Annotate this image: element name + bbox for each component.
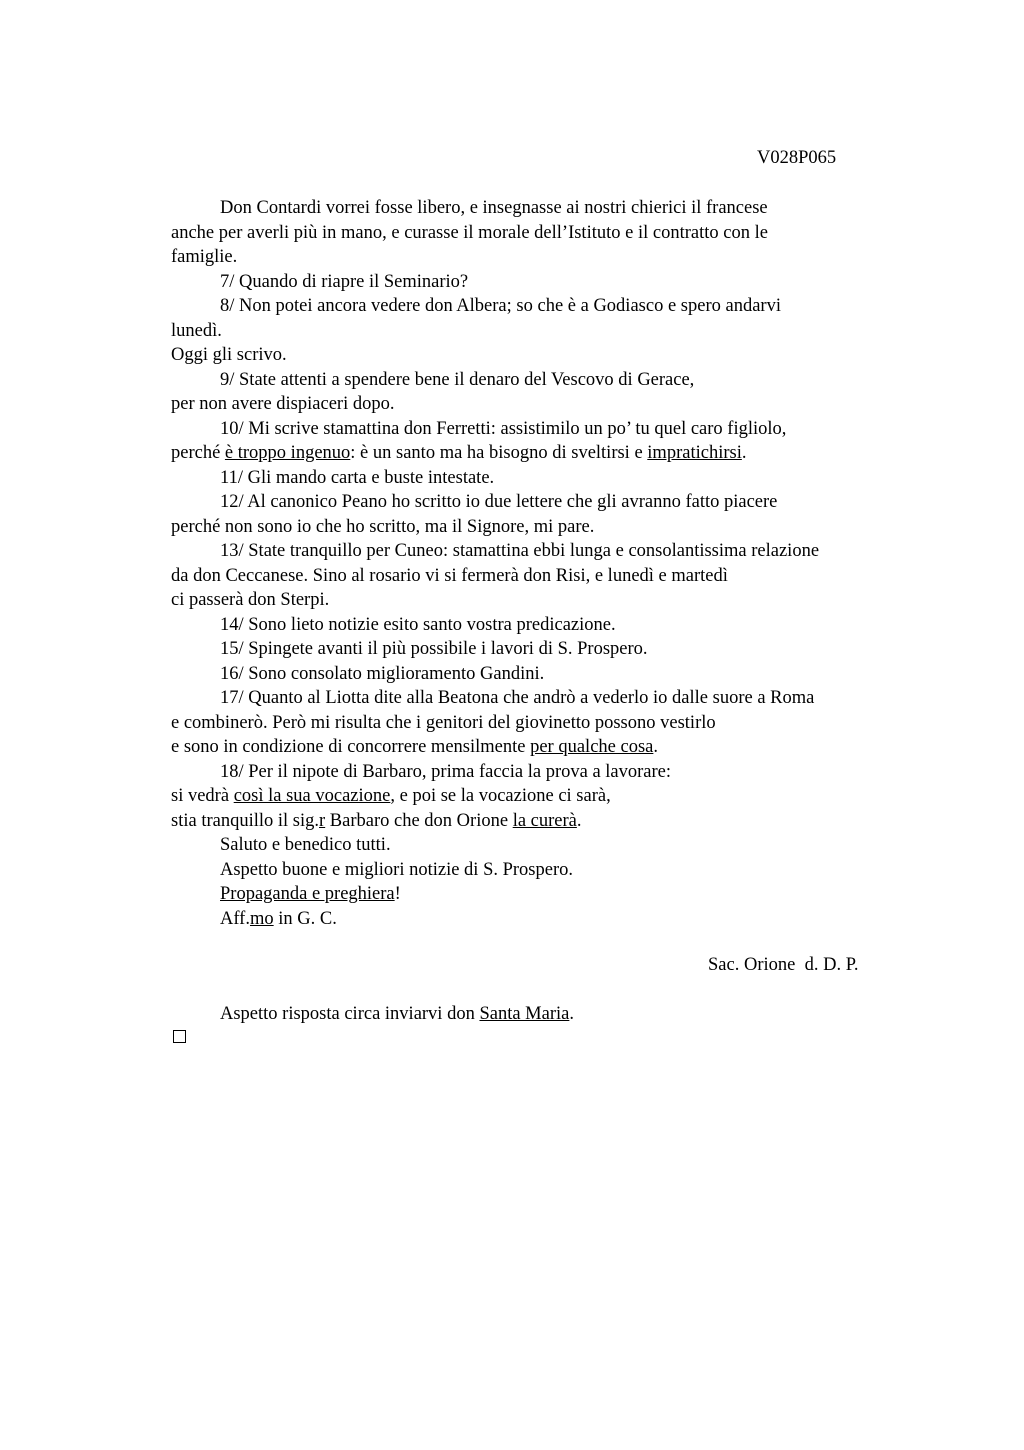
text-line: e combinerò. Però mi risulta che i genitori del giovinetto possono vestirlo (171, 712, 716, 733)
underlined-text: r (319, 810, 326, 831)
numbered-point: 18/ Per il nipote di Barbaro, prima faccia la prova a lavorare: (220, 761, 672, 782)
text-line: famiglie. (171, 247, 238, 267)
text-line: lunedì. (171, 320, 222, 341)
text-span: Aspetto risposta circa inviarvi don (220, 1004, 480, 1024)
end-of-document-box-icon (173, 1030, 186, 1043)
numbered-point: 15/ Spingete avanti il più possibile i lavori di S. Prospero. (220, 639, 648, 659)
text-span: in G. C. (273, 908, 337, 929)
text-span: . (741, 443, 747, 463)
text-line: per non avere dispiaceri dopo. (171, 394, 395, 414)
letter-body (171, 196, 911, 931)
text-line (171, 735, 911, 760)
text-line: Don Contardi vorrei fosse libero, e insegnasse ai nostri chierici il francese (220, 198, 768, 218)
closing-line (171, 882, 911, 907)
numbered-point: 17/ Quanto al Liotta dite alla Beatona che andrò a vederlo io dalle suore a Roma (220, 688, 815, 708)
numbered-point: 8/ Non potei ancora vedere don Albera; so che è a Godiasco e spero andarvi (220, 296, 781, 316)
numbered-point: 7/ Quando di riapre il Seminario? (220, 271, 469, 292)
numbered-point: 11/ Gli mando carta e buste intestate. (220, 467, 495, 488)
underlined-text: la curerà (512, 810, 577, 831)
underlined-text: mo (249, 908, 274, 929)
text-span: . (653, 737, 658, 757)
underlined-text: così la sua vocazione (233, 786, 391, 806)
closing-line: Aspetto buone e migliori notizie di S. Prospero. (220, 859, 573, 880)
text-line (171, 441, 911, 466)
text-line: perché non sono io che ho scritto, ma il Signore, mi pare. (171, 516, 595, 537)
page-id: V028P065 (757, 148, 837, 168)
text-span: . (569, 1004, 574, 1024)
text-line: ci passerà don Sterpi. (171, 590, 330, 610)
text-span: e sono in condizione di concorrere mensilmente (171, 737, 531, 757)
numbered-point: 13/ State tranquillo per Cuneo: stamattina ebbi lunga e consolantissima relazione (220, 541, 820, 561)
text-line (171, 784, 911, 809)
numbered-point: 10/ Mi scrive stamattina don Ferretti: assistimilo un po’ tu quel caro figliolo, (220, 418, 787, 439)
text-span: . (576, 810, 582, 831)
text-span: ! (394, 884, 401, 904)
text-line (171, 809, 911, 834)
underlined-text: Propaganda e preghiera (220, 884, 395, 904)
text-span: Aff. (220, 908, 250, 929)
signature: Sac. Orione d. D. P. (708, 955, 859, 975)
underlined-text: impratichirsi (647, 443, 742, 463)
text-span: si vedrà (171, 786, 234, 806)
closing-line (171, 907, 911, 932)
numbered-point: 16/ Sono consolato miglioramento Gandini. (220, 663, 545, 684)
text-span: perché (171, 443, 225, 463)
text-line: Oggi gli scrivo. (171, 345, 287, 365)
closing-line: Saluto e benedico tutti. (220, 835, 391, 855)
text-line: anche per averli più in mano, e curasse il morale dell’Istituto e il contratto con le (171, 222, 768, 243)
postscript (220, 1004, 574, 1024)
numbered-point: 12/ Al canonico Peano ho scritto io due lettere che gli avranno fatto piacere (220, 492, 778, 512)
text-span: Barbaro che don Orione (325, 810, 513, 831)
text-span: : è un santo ma ha bisogno di sveltirsi e (350, 443, 648, 463)
underlined-text: è troppo ingenuo (224, 443, 351, 463)
numbered-point: 14/ Sono lieto notizie esito santo vostra predicazione. (220, 614, 616, 635)
text-line: da don Ceccanese. Sino al rosario vi si fermerà don Risi, e lunedì e martedì (171, 565, 728, 586)
underlined-text: per qualche cosa (530, 737, 654, 757)
numbered-point: 9/ State attenti a spendere bene il denaro del Vescovo di Gerace, (220, 369, 695, 390)
text-span: stia tranquillo il sig. (171, 810, 319, 831)
text-span: , e poi se la vocazione ci sarà, (390, 786, 611, 806)
underlined-text: Santa Maria (479, 1004, 570, 1024)
